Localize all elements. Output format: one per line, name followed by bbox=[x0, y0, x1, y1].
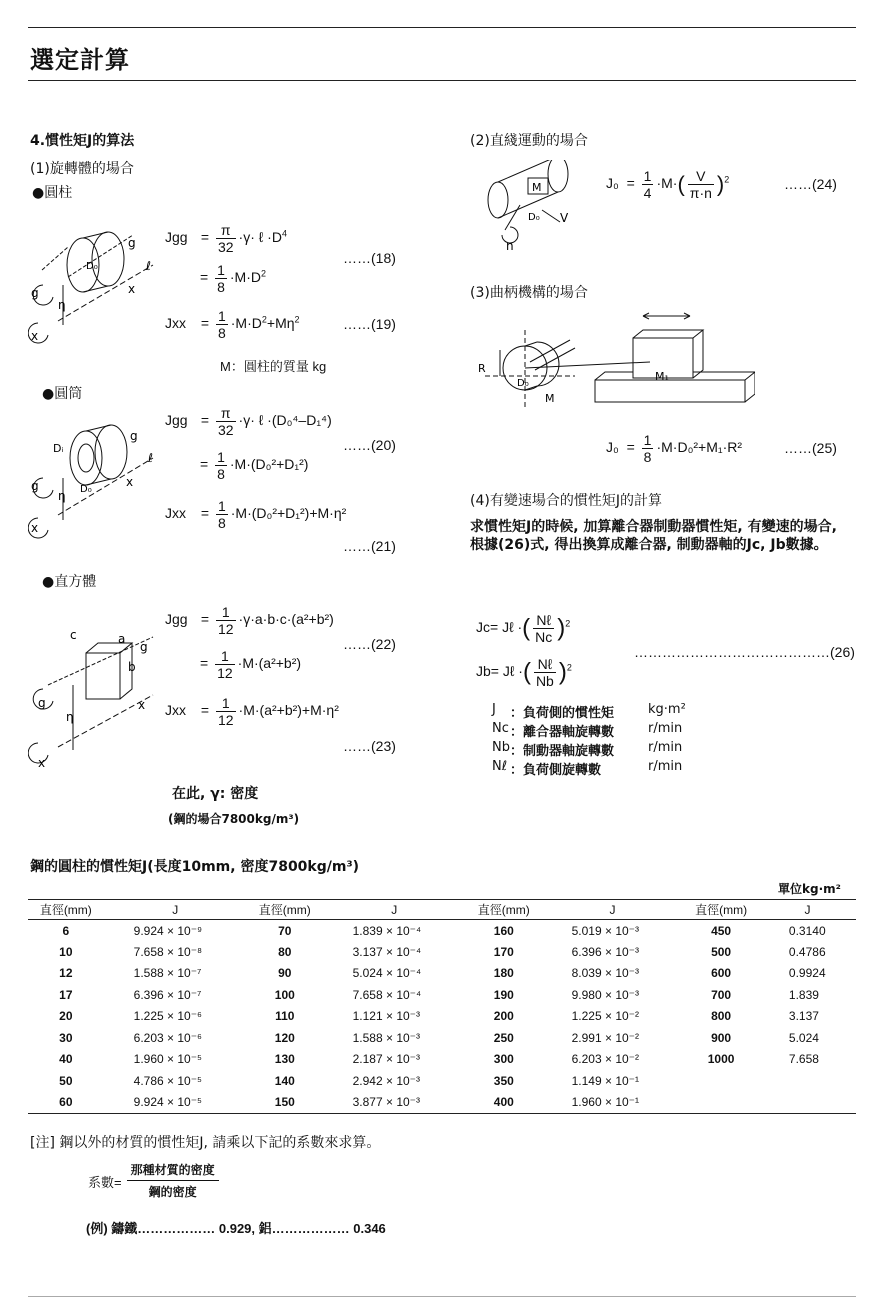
diameter-cell: 110 bbox=[275, 1009, 295, 1024]
eq-ref-26: ……………………………………(26) bbox=[634, 644, 855, 660]
diameter-cell: 10 bbox=[59, 944, 73, 959]
col-header: 直徑(mm) bbox=[683, 900, 759, 920]
coefficient-formula: 系數= $\frac{\text{那種材質的密度}}{\text{鋼的密度}}$ bbox=[88, 1160, 222, 1203]
diameter-cell: 300 bbox=[493, 1052, 514, 1067]
inertia-cell: 5.024 × 10⁻⁴ bbox=[352, 966, 422, 981]
cylinder-label-d0: D₀ bbox=[86, 261, 98, 272]
inertia-cell: 0.4786 bbox=[788, 944, 826, 959]
variable-definitions bbox=[492, 702, 812, 778]
diameter-cell: 150 bbox=[247, 1092, 323, 1114]
diameter-cell: 12 bbox=[59, 966, 73, 981]
diameter-cell bbox=[683, 1092, 759, 1114]
diameter-cell: 800 bbox=[711, 1009, 732, 1024]
table-row bbox=[28, 963, 856, 985]
diameter-cell: 60 bbox=[28, 1092, 104, 1114]
diameter-cell: 450 bbox=[711, 923, 732, 938]
diameter-cell: 130 bbox=[274, 1052, 295, 1067]
diameter-cell: 100 bbox=[274, 987, 295, 1002]
tube-jxx-eq: Jxx = $\frac{1}{8}$ ·M·(D₀²+D₁²)+M·η² bbox=[165, 498, 347, 531]
section-4-heading: 4.慣性矩J的算法 bbox=[30, 133, 135, 149]
col-header: 直徑(mm) bbox=[466, 900, 542, 920]
diameter-cell: 120 bbox=[274, 1030, 295, 1045]
inertia-cell: 1.225 × 10⁻⁶ bbox=[133, 1009, 202, 1024]
inertia-cell: 1.225 × 10⁻² bbox=[571, 1009, 639, 1024]
tube-label-x2: x bbox=[31, 521, 39, 535]
tube-label-eta: η bbox=[58, 489, 66, 503]
subsection-variable-speed-heading: (4)有變速場合的慣性矩J的計算 bbox=[470, 493, 662, 509]
inertia-cell: 6.396 × 10⁻³ bbox=[571, 944, 639, 959]
linear-label-d0: D₀ bbox=[528, 212, 540, 223]
table-row bbox=[28, 1049, 856, 1071]
diameter-cell: 6 bbox=[62, 923, 70, 938]
inertia-cell: 1.121 × 10⁻³ bbox=[352, 1009, 420, 1024]
col-header: 直徑(mm) bbox=[247, 900, 323, 920]
linear-eq: J₀ = $\frac{1}{4}$ ·M·( $\frac{V}{\pi\cdot n}$ )$^2$ bbox=[606, 168, 730, 201]
tube-jgg-eq: Jgg = $\frac{\pi}{32}$ ·γ· ℓ ·(D₀⁴–D₁⁴) bbox=[165, 405, 332, 438]
inertia-cell bbox=[759, 1070, 856, 1092]
eq-ref-19: ……(19) bbox=[343, 316, 396, 332]
inertia-cell: 1.588 × 10⁻⁷ bbox=[133, 966, 202, 981]
diameter-cell: 20 bbox=[59, 1009, 73, 1024]
crank-label-m: M bbox=[545, 392, 555, 405]
crank-eq: J₀ = $\frac{1}{8}$ ·M·D₀²+M₁·R² bbox=[606, 432, 743, 465]
eq-ref-23: ……(23) bbox=[343, 738, 396, 754]
material-example: (例) 鑄鐵……………… 0.929, 鋁……………… 0.346 bbox=[86, 1221, 386, 1236]
box-label-g2: g bbox=[38, 696, 46, 710]
box-label-c: c bbox=[70, 628, 77, 642]
inertia-cell: 7.658 × 10⁻⁸ bbox=[133, 944, 203, 959]
diameter-cell: 600 bbox=[711, 966, 732, 981]
diameter-cell: 180 bbox=[493, 966, 514, 981]
density-note-steel: (鋼的場合7800kg/m³) bbox=[168, 812, 300, 826]
tube-jgg-eq-b: = $\frac{1}{8}$ ·M·(D₀²+D₁²) bbox=[200, 449, 309, 482]
diameter-cell: 160 bbox=[493, 923, 514, 938]
inertia-cell: 0.9924 bbox=[788, 966, 826, 981]
linear-motion-figure bbox=[480, 160, 590, 255]
cylinder-label-l: ℓ bbox=[146, 259, 151, 273]
tube-label-g: g bbox=[130, 429, 138, 443]
diameter-cell: 1000 bbox=[707, 1052, 735, 1067]
diameter-cell: 500 bbox=[711, 944, 732, 959]
inertia-cell: 1.839 × 10⁻⁴ bbox=[352, 923, 422, 938]
cylinder-heading: ●圓柱 bbox=[32, 185, 73, 201]
eq-ref-20: ……(20) bbox=[343, 437, 396, 453]
variable-def-row: Nc ：離合器軸旋轉數 r/min bbox=[492, 721, 683, 740]
diameter-cell: 170 bbox=[493, 944, 514, 959]
inertia-cell: 3.877 × 10⁻³ bbox=[323, 1092, 466, 1114]
inertia-cell: 2.187 × 10⁻³ bbox=[352, 1052, 420, 1067]
crank-label-d0: D₀ bbox=[517, 378, 529, 389]
box-label-b: b bbox=[128, 660, 136, 674]
inertia-table bbox=[28, 899, 856, 1114]
linear-label-n: n bbox=[506, 239, 514, 253]
cylinder-label-g2: g bbox=[31, 286, 39, 300]
variable-speed-paragraph: 求慣性矩J的時候, 加算離合器制動器慣性矩, 有變速的場合, 根據(26)式, 得出換算成離合器, 制動器軸的Jc, Jb數據。 bbox=[470, 519, 837, 553]
box-label-a: a bbox=[118, 632, 126, 646]
table-header-row bbox=[28, 900, 856, 920]
col-header: J bbox=[759, 900, 856, 920]
diameter-cell: 350 bbox=[493, 1073, 514, 1088]
box-label-x: x bbox=[138, 698, 146, 712]
inertia-cell: 1.839 bbox=[788, 987, 819, 1002]
variable-def-row: Nb ：制動器軸旋轉數 r/min bbox=[492, 740, 683, 759]
diameter-cell: 140 bbox=[274, 1073, 295, 1088]
variable-def-row: Nℓ ：負荷側旋轉數 r/min bbox=[492, 759, 683, 778]
tube-figure bbox=[28, 420, 163, 545]
inertia-cell: 1.588 × 10⁻³ bbox=[352, 1030, 420, 1045]
diameter-cell: 200 bbox=[493, 1009, 514, 1024]
box-figure bbox=[28, 625, 163, 770]
cylinder-label-eta: η bbox=[58, 298, 66, 312]
diameter-cell: 17 bbox=[59, 987, 73, 1002]
linear-label-m: M bbox=[532, 181, 542, 194]
inertia-cell: 9.924 × 10⁻⁹ bbox=[133, 923, 203, 938]
box-label-eta: η bbox=[66, 710, 74, 724]
diameter-cell: 700 bbox=[711, 987, 732, 1002]
material-note: [注] 鋼以外的材質的慣性矩J, 請乘以下記的系數來求算。 bbox=[30, 1135, 381, 1151]
box-jxx-eq: Jxx = $\frac{1}{12}$ ·M·(a²+b²)+M·η² bbox=[165, 695, 339, 728]
diameter-cell: 80 bbox=[278, 944, 292, 959]
diameter-cell: 900 bbox=[711, 1030, 732, 1045]
eq-ref-24: ……(24) bbox=[784, 176, 837, 192]
box-label-x2: x bbox=[38, 756, 46, 770]
inertia-cell: 2.942 × 10⁻³ bbox=[352, 1073, 420, 1088]
subsection-linear-heading: (2)直綫運動的場合 bbox=[470, 133, 588, 149]
diameter-cell: 400 bbox=[466, 1092, 542, 1114]
inertia-cell: 1.149 × 10⁻¹ bbox=[571, 1073, 639, 1088]
table-row bbox=[28, 1006, 856, 1028]
tube-label-l: ℓ bbox=[148, 451, 153, 465]
tube-heading: ●圓筒 bbox=[42, 386, 83, 402]
table-unit: 單位kg·m² bbox=[778, 882, 841, 896]
inertia-cell: 6.203 × 10⁻⁶ bbox=[133, 1030, 202, 1045]
inertia-cell: 6.396 × 10⁻⁷ bbox=[133, 987, 202, 1002]
diameter-cell: 250 bbox=[493, 1030, 514, 1045]
inertia-cell bbox=[759, 1092, 856, 1114]
inertia-cell: 7.658 × 10⁻⁴ bbox=[352, 987, 422, 1002]
box-heading: ●直方體 bbox=[42, 574, 97, 590]
eq-ref-22: ……(22) bbox=[343, 636, 396, 652]
inertia-cell: 5.019 × 10⁻³ bbox=[571, 923, 639, 938]
diameter-cell: 90 bbox=[278, 966, 292, 981]
col-header: 直徑(mm) bbox=[28, 900, 104, 920]
eq-26-clutch: Jc= Jℓ ·( $\frac{\text{Nℓ}}{Nc}$ )$^2$ bbox=[476, 612, 571, 645]
inertia-cell: 1.960 × 10⁻¹ bbox=[542, 1092, 684, 1114]
inertia-cell: 6.203 × 10⁻² bbox=[571, 1052, 639, 1067]
tube-label-di: Dᵢ bbox=[53, 442, 64, 455]
box-label-g: g bbox=[140, 640, 148, 654]
cylinder-label-x2: x bbox=[31, 329, 39, 343]
table-row bbox=[28, 984, 856, 1006]
inertia-cell: 4.786 × 10⁻⁵ bbox=[133, 1073, 203, 1088]
eq-ref-18: ……(18) bbox=[343, 250, 396, 266]
cylinder-figure bbox=[28, 225, 163, 355]
eq-26-brake: Jb= Jℓ ·( $\frac{\text{Nℓ}}{Nb}$ )$^2$ bbox=[476, 656, 572, 689]
diameter-cell: 70 bbox=[278, 923, 292, 938]
box-jgg-eq: Jgg = $\frac{1}{12}$ ·γ·a·b·c·(a²+b²) bbox=[165, 604, 334, 637]
cylinder-label-g: g bbox=[128, 236, 136, 250]
eq-ref-25: ……(25) bbox=[784, 440, 837, 456]
diameter-cell: 30 bbox=[59, 1030, 73, 1045]
diameter-cell: 190 bbox=[493, 987, 514, 1002]
inertia-cell: 8.039 × 10⁻³ bbox=[571, 966, 639, 981]
table-row bbox=[28, 1092, 856, 1114]
inertia-cell: 3.137 bbox=[788, 1009, 819, 1024]
crank-label-r: R bbox=[478, 362, 486, 375]
inertia-cell: 9.924 × 10⁻⁵ bbox=[104, 1092, 247, 1114]
diameter-cell: 50 bbox=[59, 1073, 73, 1088]
linear-label-v: V bbox=[560, 211, 569, 225]
crank-label-m1: M₁ bbox=[655, 370, 669, 383]
inertia-cell: 1.960 × 10⁻⁵ bbox=[133, 1052, 203, 1067]
page-title: 選定計算 bbox=[30, 46, 130, 74]
eq-ref-21: ……(21) bbox=[343, 538, 396, 554]
col-header: J bbox=[542, 900, 684, 920]
table-caption: 鋼的圓柱的慣性矩J(長度10mm, 密度7800kg/m³) bbox=[30, 859, 359, 875]
tube-label-g2: g bbox=[31, 479, 39, 493]
inertia-cell: 5.024 bbox=[788, 1030, 819, 1045]
table-row bbox=[28, 1070, 856, 1092]
table-row bbox=[28, 1027, 856, 1049]
inertia-cell: 7.658 bbox=[788, 1052, 819, 1067]
box-jgg-eq-b: = $\frac{1}{12}$ ·M·(a²+b²) bbox=[200, 648, 302, 681]
cylinder-jgg-eq: Jgg = $\frac{\pi}{32}$ ·γ· ℓ $\cdot D^4$ bbox=[165, 222, 287, 255]
inertia-cell: 0.3140 bbox=[788, 923, 826, 938]
inertia-cell: 2.991 × 10⁻² bbox=[571, 1030, 639, 1045]
tube-label-d0: D₀ bbox=[80, 484, 92, 495]
table-row bbox=[28, 920, 856, 942]
cylinder-label-x: x bbox=[128, 282, 136, 296]
tube-label-x: x bbox=[126, 475, 134, 489]
inertia-cell: 3.137 × 10⁻⁴ bbox=[352, 944, 422, 959]
table-row bbox=[28, 941, 856, 963]
subsection-rotating-heading: (1)旋轉體的場合 bbox=[30, 161, 134, 177]
diameter-cell: 40 bbox=[59, 1052, 73, 1067]
diameter-cell bbox=[683, 1070, 759, 1092]
cylinder-jgg-eq-b: = $\frac{1}{8}$ $\cdot M\cdot D^2$ bbox=[200, 262, 266, 295]
variable-def-row: J ：負荷側的慣性矩 kg·m² bbox=[492, 702, 686, 721]
subsection-crank-heading: (3)曲柄機構的場合 bbox=[470, 285, 588, 301]
cylinder-mass-note: M：圓柱的質量 kg bbox=[220, 359, 327, 374]
col-header: J bbox=[104, 900, 247, 920]
inertia-cell: 9.980 × 10⁻³ bbox=[571, 987, 639, 1002]
col-header: J bbox=[323, 900, 466, 920]
title-rule bbox=[28, 80, 856, 81]
bottom-rule bbox=[28, 1296, 856, 1297]
crank-mechanism-figure bbox=[475, 310, 755, 420]
density-note: 在此, γ: 密度 bbox=[172, 786, 259, 802]
top-rule bbox=[28, 27, 856, 28]
cylinder-jxx-eq: Jxx = $\frac{1}{8}$ $\cdot M\cdot D^2+M\eta^2$ bbox=[165, 308, 300, 341]
